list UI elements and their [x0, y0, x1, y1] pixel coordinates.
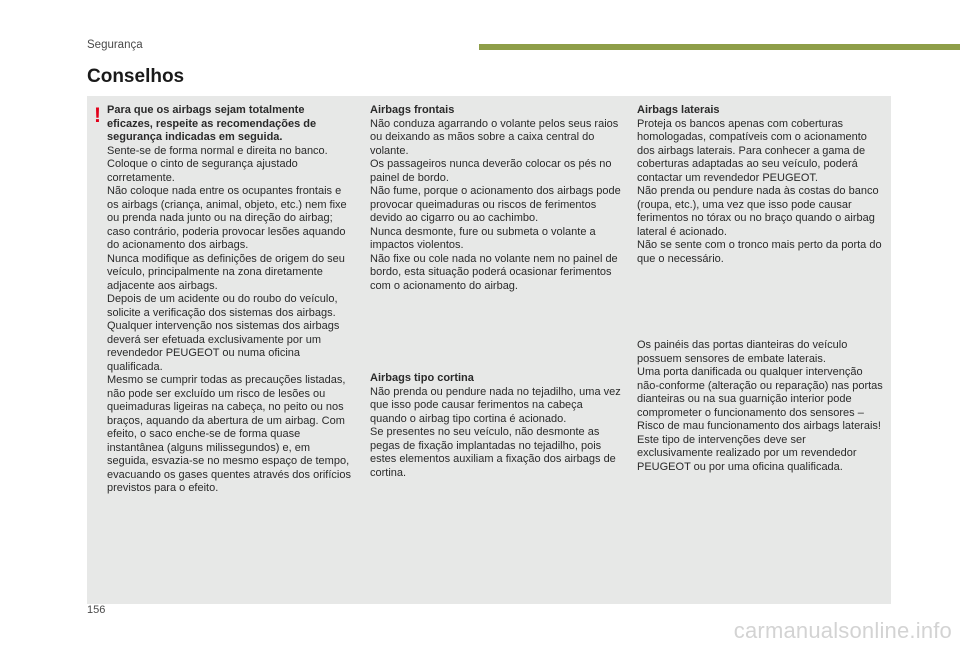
watermark: carmanualsonline.info — [733, 618, 952, 643]
front-airbags-heading: Airbags frontais — [370, 104, 455, 116]
curtain-airbags-section — [370, 372, 622, 480]
door-sensors-body: Os painéis das portas dianteiras do veículo possuem sensores de embate laterais. Uma porta danificada ou qualquer intervenção não-conforme (alteração ou reparação) nas portas dianteiras ou na sua guarnição interior pode comprometer o funcionamento dos sensores – Risco de mau funcionamento dos airbags laterais! Este tipo de intervenções deve ser exclusivamente realizado por um revendedor PEUGEOT ou por uma oficina qualificada. — [637, 339, 883, 473]
side-airbags-heading: Airbags laterais — [637, 104, 720, 116]
front-airbags-body: Não conduza agarrando o volante pelos seus raios ou deixando as mãos sobre a caixa central do volante. Os passageiros nunca deverão colocar os pés no painel de bordo. Não fume, porque o acionamento dos airbags pode provocar queimaduras ou riscos de ferimentos devido ao cigarro ou ao cachimbo. Nunca desmonte, fure ou submeta o volante a impactos violentos. Não fixe ou cole nada no volante nem no painel de bordo, esta situação poderá ocasionar ferimentos com o acionamento do airbag. — [370, 117, 621, 292]
page-number: 156 — [87, 604, 106, 616]
warning-icon: ! — [94, 104, 101, 127]
side-airbags-section — [637, 104, 883, 266]
header-accent-bar — [479, 44, 960, 50]
curtain-airbags-heading: Airbags tipo cortina — [370, 372, 474, 384]
general-advice-intro: Para que os airbags sejam totalmente eficazes, respeite as recomendações de segurança indicadas em seguida. — [107, 104, 317, 143]
general-advice-column — [107, 104, 353, 496]
front-airbags-section — [370, 104, 622, 293]
section-label: Segurança — [87, 39, 143, 51]
curtain-airbags-body: Não prenda ou pendure nada no tejadilho, uma vez que isso pode causar ferimentos na cabeça quando o airbag tipo cortina é acionado. Se presentes no seu veículo, não desmonte as pegas de fixação implantadas no tejadilho, pois estes elementos auxiliam a fixação dos airbags de cortina. — [370, 385, 621, 479]
page-title: Conselhos — [87, 66, 185, 87]
door-sensors-section — [637, 339, 883, 474]
side-airbags-body: Proteja os bancos apenas com coberturas homologadas, compatíveis com o acionamento dos airbags laterais. Para conhecer a gama de coberturas adaptadas ao seu veículo, poderá contactar um revendedor PEUGEOT. Não prenda ou pendure nada às costas do banco (roupa, etc.), uma vez que isso pode causar ferimentos no tórax ou no braço quando o airbag lateral é acionado. Não se sente com o tronco mais perto da porta do que o necessário. — [637, 117, 882, 265]
general-advice-body: Sente-se de forma normal e direita no banco. Coloque o cinto de segurança ajustado corretamente. Não coloque nada entre os ocupantes frontais e os airbags (criança, animal, objeto, etc.) nem fixe ou prenda nada junto ou na direção do airbag; caso contrário, poderia provocar lesões aquando do acionamento dos airbags. Nunca modifique as definições de origem do seu veículo, principalmente na zona diretamente adjacente aos airbags. Depois de um acidente ou do roubo do veículo, solicite a verificação dos sistemas dos airbags. Qualquer intervenção nos sistemas dos airbags deverá ser efetuada exclusivamente por um revendedor PEUGEOT ou numa oficina qualificada. Mesmo se cumprir todas as precauções listadas, não pode ser excluído um risco de lesões ou queimaduras ligeiras na cabeça, no peito ou nos braços, aquando da abertura de um airbag. Com efeito, o saco enche-se de forma quase instantânea (alguns milissegundos) e, em seguida, esvazia-se no mesmo espaço de tempo, evacuando os gases quentes através dos orifícios previstos para o efeito. — [107, 144, 351, 494]
